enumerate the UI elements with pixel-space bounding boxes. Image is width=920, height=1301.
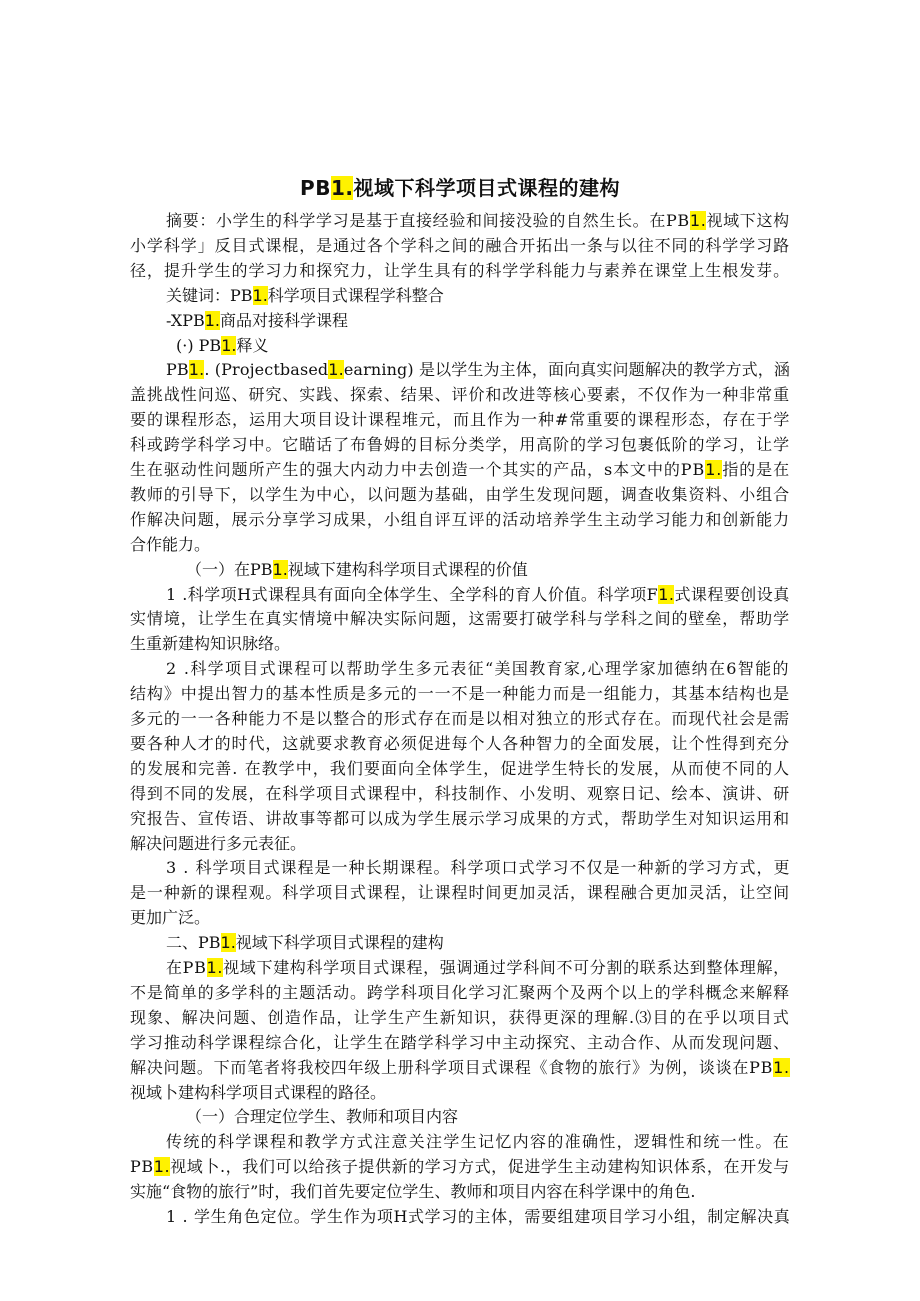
line-text: 1 .科学项H式课程具有面向全体学生、全学科的育人价值。科学项F xyxy=(166,584,659,604)
line-text: -XPB xyxy=(166,310,205,330)
text-line xyxy=(186,557,528,583)
line-text: 更加广泛。 xyxy=(130,908,211,928)
line-text: 科学项目式课程学科整合 xyxy=(267,285,444,305)
text-line xyxy=(130,532,210,558)
line-text: 视域卜建构科学项目式课程的路径。 xyxy=(130,1082,387,1102)
text-line xyxy=(166,283,444,309)
highlighted-term: 1. xyxy=(204,310,221,330)
line-text: 径，提升学生的学习力和探究力，让学生具有的科学学科能力与素养在课堂上生根发芽。 xyxy=(130,260,791,280)
text-line xyxy=(130,1005,790,1031)
line-text: (·) PB xyxy=(176,335,222,355)
line-text: 实情境，让学生在真实情境中解决实际问题，这需要打破学科与学科之间的壁垒，帮助学 xyxy=(130,609,791,629)
line-text: 视域下这构 xyxy=(706,211,790,230)
highlighted-term: 1. xyxy=(188,360,205,380)
text-line xyxy=(130,731,790,757)
line-text: 在PB xyxy=(166,958,207,977)
highlighted-term: 1. xyxy=(328,360,344,380)
highlighted-term: 1. xyxy=(220,933,236,953)
line-text: 2 .科学项目式课程可以帮助学生多元表征“美国教育家,心理学家加德纳在6智能的 xyxy=(166,659,790,679)
text-line xyxy=(166,208,790,234)
line-text: 1 . 学生角色定位。学生作为项H式学习的主体，需要组建项目学习小组，制定解决真 xyxy=(166,1207,791,1226)
line-text: 多元的一一各种能力不是以整合的形式存在而是以相对独立的形式存在。而现代社会是需 xyxy=(130,709,791,728)
highlighted-term: 1. xyxy=(221,335,237,355)
text-line xyxy=(130,606,790,632)
line-text: 摘要：小学生的科学学习是基于直接经验和间接没验的自然生长。在PB xyxy=(166,211,690,230)
line-text: 要各种人才的时代，这就要求教育必须促进每个人各种智力的全面发展，让个性得到充分 xyxy=(130,733,791,753)
line-text: 实施“食物的旅行”时，我们首先要定位学生、教师和项目内容在科学课中的角色. xyxy=(130,1182,696,1202)
document-title xyxy=(0,172,920,201)
line-text: PB xyxy=(166,360,189,380)
text-line xyxy=(166,308,348,334)
line-text: earning) 是以学生为主体，面向真实问题解决的教学方式，涵 xyxy=(343,360,791,380)
title-main: 视域下科学项目式课程的建构 xyxy=(353,176,620,200)
text-line xyxy=(130,756,790,782)
text-line xyxy=(166,1129,790,1155)
line-text: 生在驱动性问题所产生的强大内动力中去创造一个其实的产品，s本文中的PB xyxy=(130,460,706,479)
text-line xyxy=(130,432,790,458)
text-line xyxy=(130,706,790,732)
line-text: 要的课程形态，运用大项目设计课程堆元，而且作为一种#常重要的课程形态，存在于学 xyxy=(130,410,791,430)
text-line xyxy=(166,1204,790,1230)
text-line xyxy=(166,930,444,956)
highlighted-term: 1. xyxy=(272,559,288,579)
line-text: （一）合理定位学生、教师和项目内容 xyxy=(186,1107,459,1127)
line-text: 合作能力。 xyxy=(130,534,211,554)
line-text: 生重新建构知识脉络。 xyxy=(130,634,291,654)
line-text: 商品对接科学课程 xyxy=(220,310,349,330)
line-text: 式课程要创设真 xyxy=(674,584,790,604)
highlighted-term: 1. xyxy=(705,460,723,479)
line-text: . (Projectbased xyxy=(204,360,329,380)
line-text: 视域下建构科学项目式课程的价值 xyxy=(287,559,528,579)
text-line xyxy=(130,681,790,707)
highlighted-term: 1. xyxy=(773,1057,790,1077)
text-line xyxy=(130,631,290,657)
text-line xyxy=(130,781,790,807)
line-text: 教师的引导下，以学生为中心，以问题为基础，由学生发现问题，调查收集资料、小组合 xyxy=(130,484,791,504)
line-text: 关键词：PB xyxy=(166,285,253,305)
line-text: 解决问题进行多元表征。 xyxy=(130,833,307,853)
line-text: （一）在PB xyxy=(186,559,273,579)
text-line xyxy=(130,382,790,408)
text-line xyxy=(166,582,790,608)
highlighted-term: 1. xyxy=(153,1157,171,1177)
line-text: 盖挑战性问巡、研究、实践、探索、结果、评价和改进等核心要素，不仅作为一种非常重 xyxy=(130,385,791,405)
text-line xyxy=(176,333,268,359)
text-line xyxy=(130,1030,790,1056)
text-line xyxy=(130,1154,790,1180)
text-line xyxy=(130,1055,790,1081)
line-text: 传统的科学课程和教学方式注意关注学生记忆内容的准确性，逻辑性和统一性。在 xyxy=(166,1132,791,1152)
line-text: 3 . 科学项目式课程是一种长期课程。科学项口式学习不仅是一种新的学习方式，更 xyxy=(166,858,791,878)
highlighted-term: 1. xyxy=(206,958,224,977)
line-text: PB xyxy=(130,1157,154,1177)
line-text: 的发展和完善. 在教学中，我们要面向全体学生，促进学生特长的发展，从而使不同的人 xyxy=(130,758,791,778)
text-line xyxy=(130,806,790,832)
title-highlight: 1. xyxy=(330,176,354,200)
text-line xyxy=(130,905,210,931)
line-text: 作解决问题，展示分享学习成果，小组自评互评的活动培养学生主动学习能力和创新能力 xyxy=(130,509,791,529)
line-text: 是一种新的课程观。科学项目式课程，让课程时间更加灵活，课程融合更加灵活，让空间 xyxy=(130,883,791,903)
text-line xyxy=(166,955,790,981)
line-text: 视域下科学项目式课程的建构 xyxy=(235,933,444,953)
line-text: 二、PB xyxy=(166,933,221,953)
text-line xyxy=(130,980,790,1006)
text-line xyxy=(130,258,790,284)
text-line xyxy=(186,1104,458,1130)
highlighted-term: 1. xyxy=(252,285,268,305)
text-line xyxy=(130,831,306,857)
line-text: 小学科学」反目式课棍，是通过各个学科之间的融合开拓出一条与以往不同的科学学习路 xyxy=(130,235,791,255)
line-text: 科或跨学科学习中。它瞄话了布鲁姆的目标分类学，用高阶的学习包裹低阶的学习，让学 xyxy=(130,435,791,455)
text-line xyxy=(130,457,790,483)
title-prefix: PB xyxy=(300,176,331,200)
text-line xyxy=(130,482,790,508)
highlighted-term: 1. xyxy=(658,584,675,604)
text-line xyxy=(130,407,790,433)
line-text: 学习推动科学课程综合化，让学生在踏学科学习中主动探究、主动合作、从而发现问题、 xyxy=(130,1032,791,1052)
text-line xyxy=(130,880,790,906)
text-line xyxy=(130,507,790,533)
highlighted-term: 1. xyxy=(689,211,707,230)
line-text: 视域下建构科学项目式课程，强调通过学科间不可分割的联系达到整体理解， xyxy=(223,958,790,977)
text-line xyxy=(166,855,790,881)
line-text: 得到不同的发展，在科学项目式课程中，科技制作、小发明、观察日记、绘本、演讲、研 xyxy=(130,783,791,803)
line-text: 释义 xyxy=(236,335,269,355)
line-text: 结构》中提出智力的基本性质是多元的一一不是一种能力而是一组能力，其基本结构也是 xyxy=(130,684,791,704)
text-line xyxy=(166,357,790,383)
line-text: 视域卜.，我们可以给孩子提供新的学习方式，促进学生主动建构知识体系，在开发与 xyxy=(170,1157,790,1177)
line-text: 不是简单的多学科的主题活动。跨学科项目化学习汇聚两个及两个以上的学科概念来解释 xyxy=(130,982,791,1002)
text-line xyxy=(130,1080,386,1106)
line-text: 究报告、宣传语、讲故事等都可以成为学生展示学习成果的方式，帮助学生对知识运用和 xyxy=(130,808,791,828)
line-text: 解决问题。下而笔者将我校四年级上册科学项目式课程《食物的旅行》为例，谈谈在PB xyxy=(130,1057,774,1077)
text-line xyxy=(130,1179,695,1205)
line-text: 现象、解决问题、创造作品，让学生产生新知识，获得更深的理解.⑶目的在乎以项目式 xyxy=(130,1007,791,1027)
text-line xyxy=(166,656,790,682)
text-line xyxy=(130,233,790,259)
line-text: 指的是在 xyxy=(722,460,791,479)
